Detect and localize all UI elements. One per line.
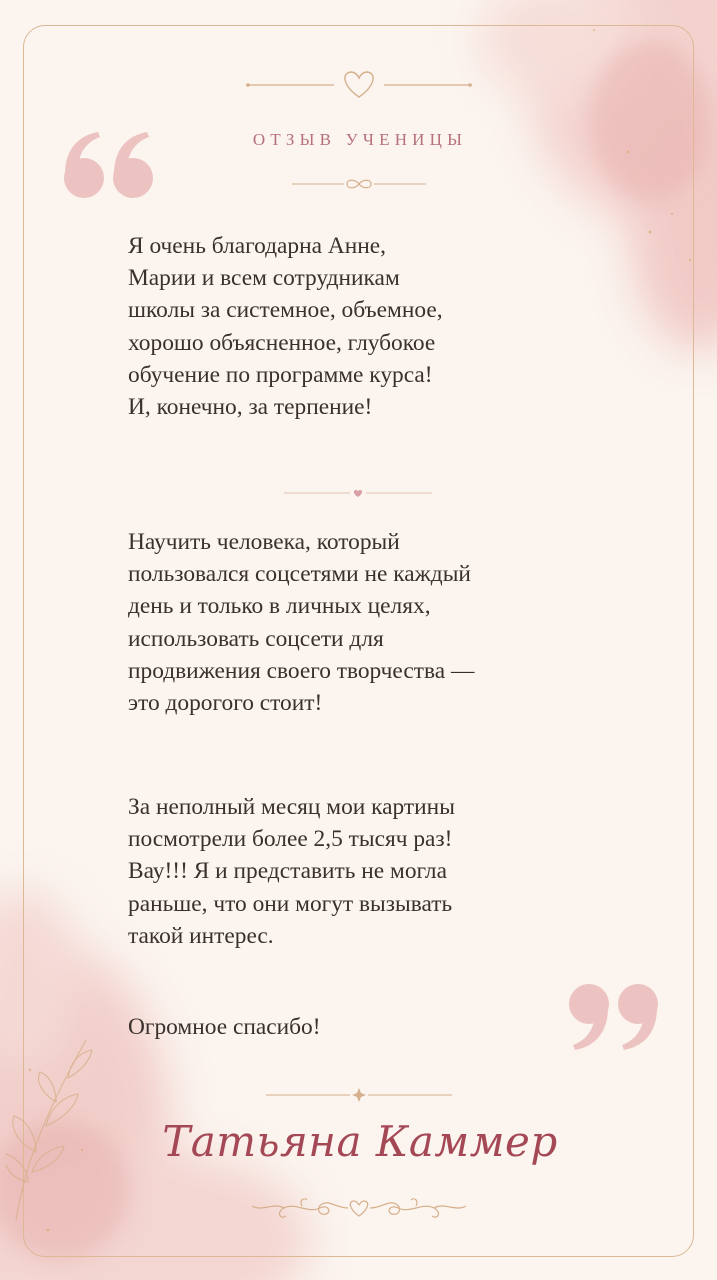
text-line: посмотрели более 2,5 тысяч раз! <box>128 826 453 853</box>
review-paragraph-3 <box>128 791 658 952</box>
text-line: Я очень благодарна Анне, <box>128 233 387 259</box>
text-line: хорошо объясненное, глубокое <box>128 329 436 356</box>
review-heading: ОТЗЫВ УЧЕНИЦЫ <box>252 130 468 149</box>
infinity-divider-icon <box>292 174 426 194</box>
review-paragraph-1 <box>128 230 658 423</box>
text-line: Марии и всем сотрудникам <box>128 265 400 292</box>
author-signature: Татьяна Каммер <box>162 1117 558 1166</box>
text-line: школы за системное, объемное, <box>128 297 443 324</box>
review-paragraph-4 <box>128 1011 658 1043</box>
text-line: использовать соцсети для <box>128 625 384 652</box>
text-line: Огромное спасибо! <box>128 1014 321 1040</box>
review-paragraph-2 <box>128 526 658 719</box>
text-line: такой интерес. <box>128 922 274 949</box>
text-line: И, конечно, за терпение! <box>128 394 373 421</box>
text-line: день и только в личных целях, <box>128 593 431 620</box>
text-line: За неполный месяц мои картины <box>128 794 455 820</box>
small-heart-divider-icon <box>284 486 432 500</box>
sparkle-divider-icon <box>266 1086 452 1104</box>
text-line: Научить человека, который <box>128 529 400 555</box>
text-line: раньше, что они могут вызывать <box>128 890 453 917</box>
text-line: это дорогого стоит! <box>128 690 323 717</box>
text-line: Вау!!! Я и представить не могла <box>128 858 447 885</box>
text-line: пользовался соцсетями не каждый <box>128 561 471 588</box>
floral-heart-flourish-icon <box>244 1192 474 1226</box>
open-quote-icon <box>60 130 160 202</box>
leaf-branch-icon <box>6 1022 116 1222</box>
text-line: продвижения своего творчества — <box>128 657 475 684</box>
heart-divider-icon <box>246 68 472 102</box>
text-line: обучение по программе курса! <box>128 361 433 388</box>
